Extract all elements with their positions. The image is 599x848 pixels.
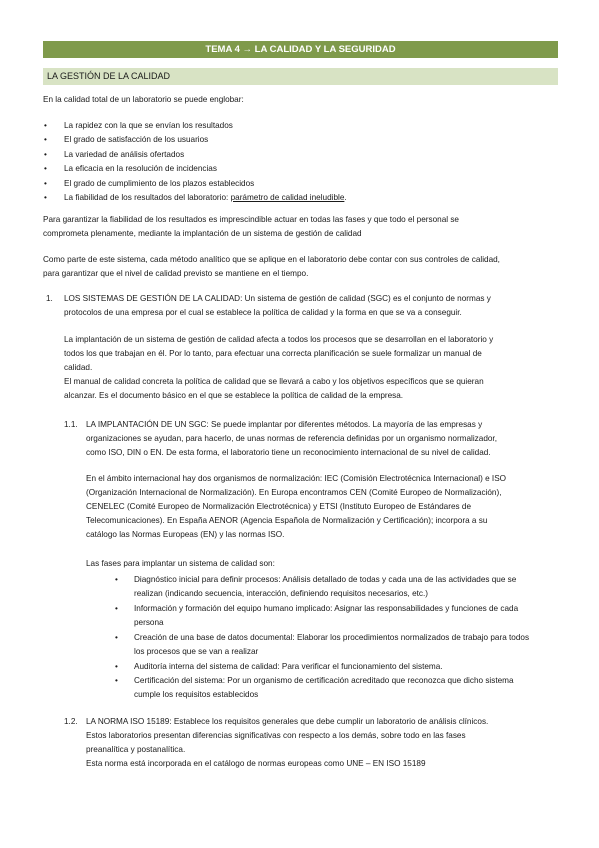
paragraph: En el ámbito internacional hay dos organismos de normalización: IEC (Comisión Electrotécnica Internacional) e ISO (Organización Internacional de Normalización). En Europa encontramos CEN (Comité Europeo de Normalización), CENELEC (Comité Europeo de Normalización Electrotécnica) y ETSI (Instituto Europeo de Estándares de Telecomunicaciones). En España AENOR (Agencia Española de Normalización y Certificación); incorpora a su catálogo las Normas Europeas (EN) y las normas ISO. <box>86 474 507 539</box>
section-heading-text: LA IMPLANTACIÓN DE UN SGC: Se puede implantar por diferentes métodos. La mayoría de las empresas y organizaciones se ayudan, para hacerlo, de unas normas de referencia definidas por un organismo normalizador, como ISO, DIN o EN. De esta forma, el laboratorio tiene un reconocimiento internacional de su nivel de calidad. <box>86 420 497 457</box>
paragraph: Para garantizar la fiabilidad de los resultados es imprescindible actuar en todas las fases y que todo el personal se comprometa plenamente, mediante la implantación de un sistema de gestión de calidad <box>43 215 459 238</box>
bullet-icon: • <box>115 604 118 613</box>
list-item: • La fiabilidad de los resultados del laboratorio: parámetro de calidad ineludible. <box>43 191 558 205</box>
chapter-title-bar: TEMA 4 → LA CALIDAD Y LA SEGURIDAD <box>43 41 558 58</box>
list-item: • El grado de satisfacción de los usuarios <box>43 133 558 147</box>
list-item: • Creación de una base de datos documental: Elaborar los procedimientos normalizados de trabajo para todos los procesos que se van a realizar <box>115 633 530 656</box>
bullet-icon: • <box>44 121 47 130</box>
bullet-icon: • <box>44 178 47 188</box>
bullet-icon: • <box>44 149 47 159</box>
bullet-icon: • <box>44 192 47 202</box>
list-item: • Auditoría interna del sistema de calidad: Para verificar el funcionamiento del sistema. <box>117 660 557 674</box>
bullet-icon: • <box>115 633 118 642</box>
section-title-bar: LA GESTIÓN DE LA CALIDAD <box>43 68 558 85</box>
section-number: 1.1. <box>64 420 78 429</box>
list-item: • Diagnóstico inicial para definir procesos: Análisis detallado de todas y cada una de las actividades que se realizan (indicando secuencia, interacción, definiendo requisitos necesarios, etc.) <box>115 575 517 598</box>
bullet-icon: • <box>115 575 118 584</box>
underlined-emphasis: parámetro de calidad ineludible <box>230 192 345 202</box>
bullet-icon: • <box>115 676 118 686</box>
list-item: • Certificación del sistema: Por un organismo de certificación acreditado que reconozca que dicho sistema cumple los requisitos establecidos <box>115 676 514 700</box>
list-item: • Información y formación del equipo humano implicado: Asignar las responsabilidades y funciones de cada persona <box>115 604 519 627</box>
paragraph: La implantación de un sistema de gestión de calidad afecta a todos los procesos que se desarrollan en el laboratorio y todos los que trabajan en él. Por lo tanto, para efectuar una correcta planificación se suele formalizar un manual de calidad. El manual de calidad concreta la política de calidad que se llevará a cabo y los objetivos específicos que se quieran alcanzar. Es el documento básico en el que se establece la política de calidad de la empresa. <box>64 335 494 400</box>
bullet-icon: • <box>44 164 47 174</box>
section-number: 1. <box>46 294 53 303</box>
list-item: • La variedad de análisis ofertados <box>43 148 558 162</box>
phases-intro: Las fases para implantar un sistema de calidad son: <box>86 559 275 568</box>
bullet-icon: • <box>44 135 47 145</box>
quality-bullet-list <box>43 119 558 205</box>
list-item: • La eficacia en la resolución de incidencias <box>43 162 558 176</box>
list-item: • La rapidez con la que se envían los resultados <box>43 119 558 133</box>
section-number: 1.2. <box>64 717 78 726</box>
list-item: • El grado de cumplimiento de los plazos establecidos <box>43 177 558 191</box>
intro-text: En la calidad total de un laboratorio se puede englobar: <box>43 95 244 104</box>
paragraph: Como parte de este sistema, cada método analítico que se aplique en el laboratorio debe contar con sus controles de calidad, para garantizar que el nivel de calidad previsto se mantiene en el tiempo. <box>43 255 500 278</box>
bullet-icon: • <box>115 662 118 671</box>
section-heading-text: LOS SISTEMAS DE GESTIÓN DE LA CALIDAD: Un sistema de gestión de calidad (SGC) es el conjunto de normas y protocolos de una empresa por el cual se establece la política de calidad y la forma en que se va a conseguir. <box>64 294 491 317</box>
phases-list <box>117 573 557 703</box>
section-heading-text: LA NORMA ISO 15189: Establece los requisitos generales que debe cumplir un laboratorio de análisis clínicos. Estos laboratorios presentan diferencias significativas con respecto a los demás, sobre todo en las fases preanalítica y postanalítica. Esta norma está incorporada en el catálogo de normas europeas como UNE – EN ISO 15189 <box>86 717 489 768</box>
